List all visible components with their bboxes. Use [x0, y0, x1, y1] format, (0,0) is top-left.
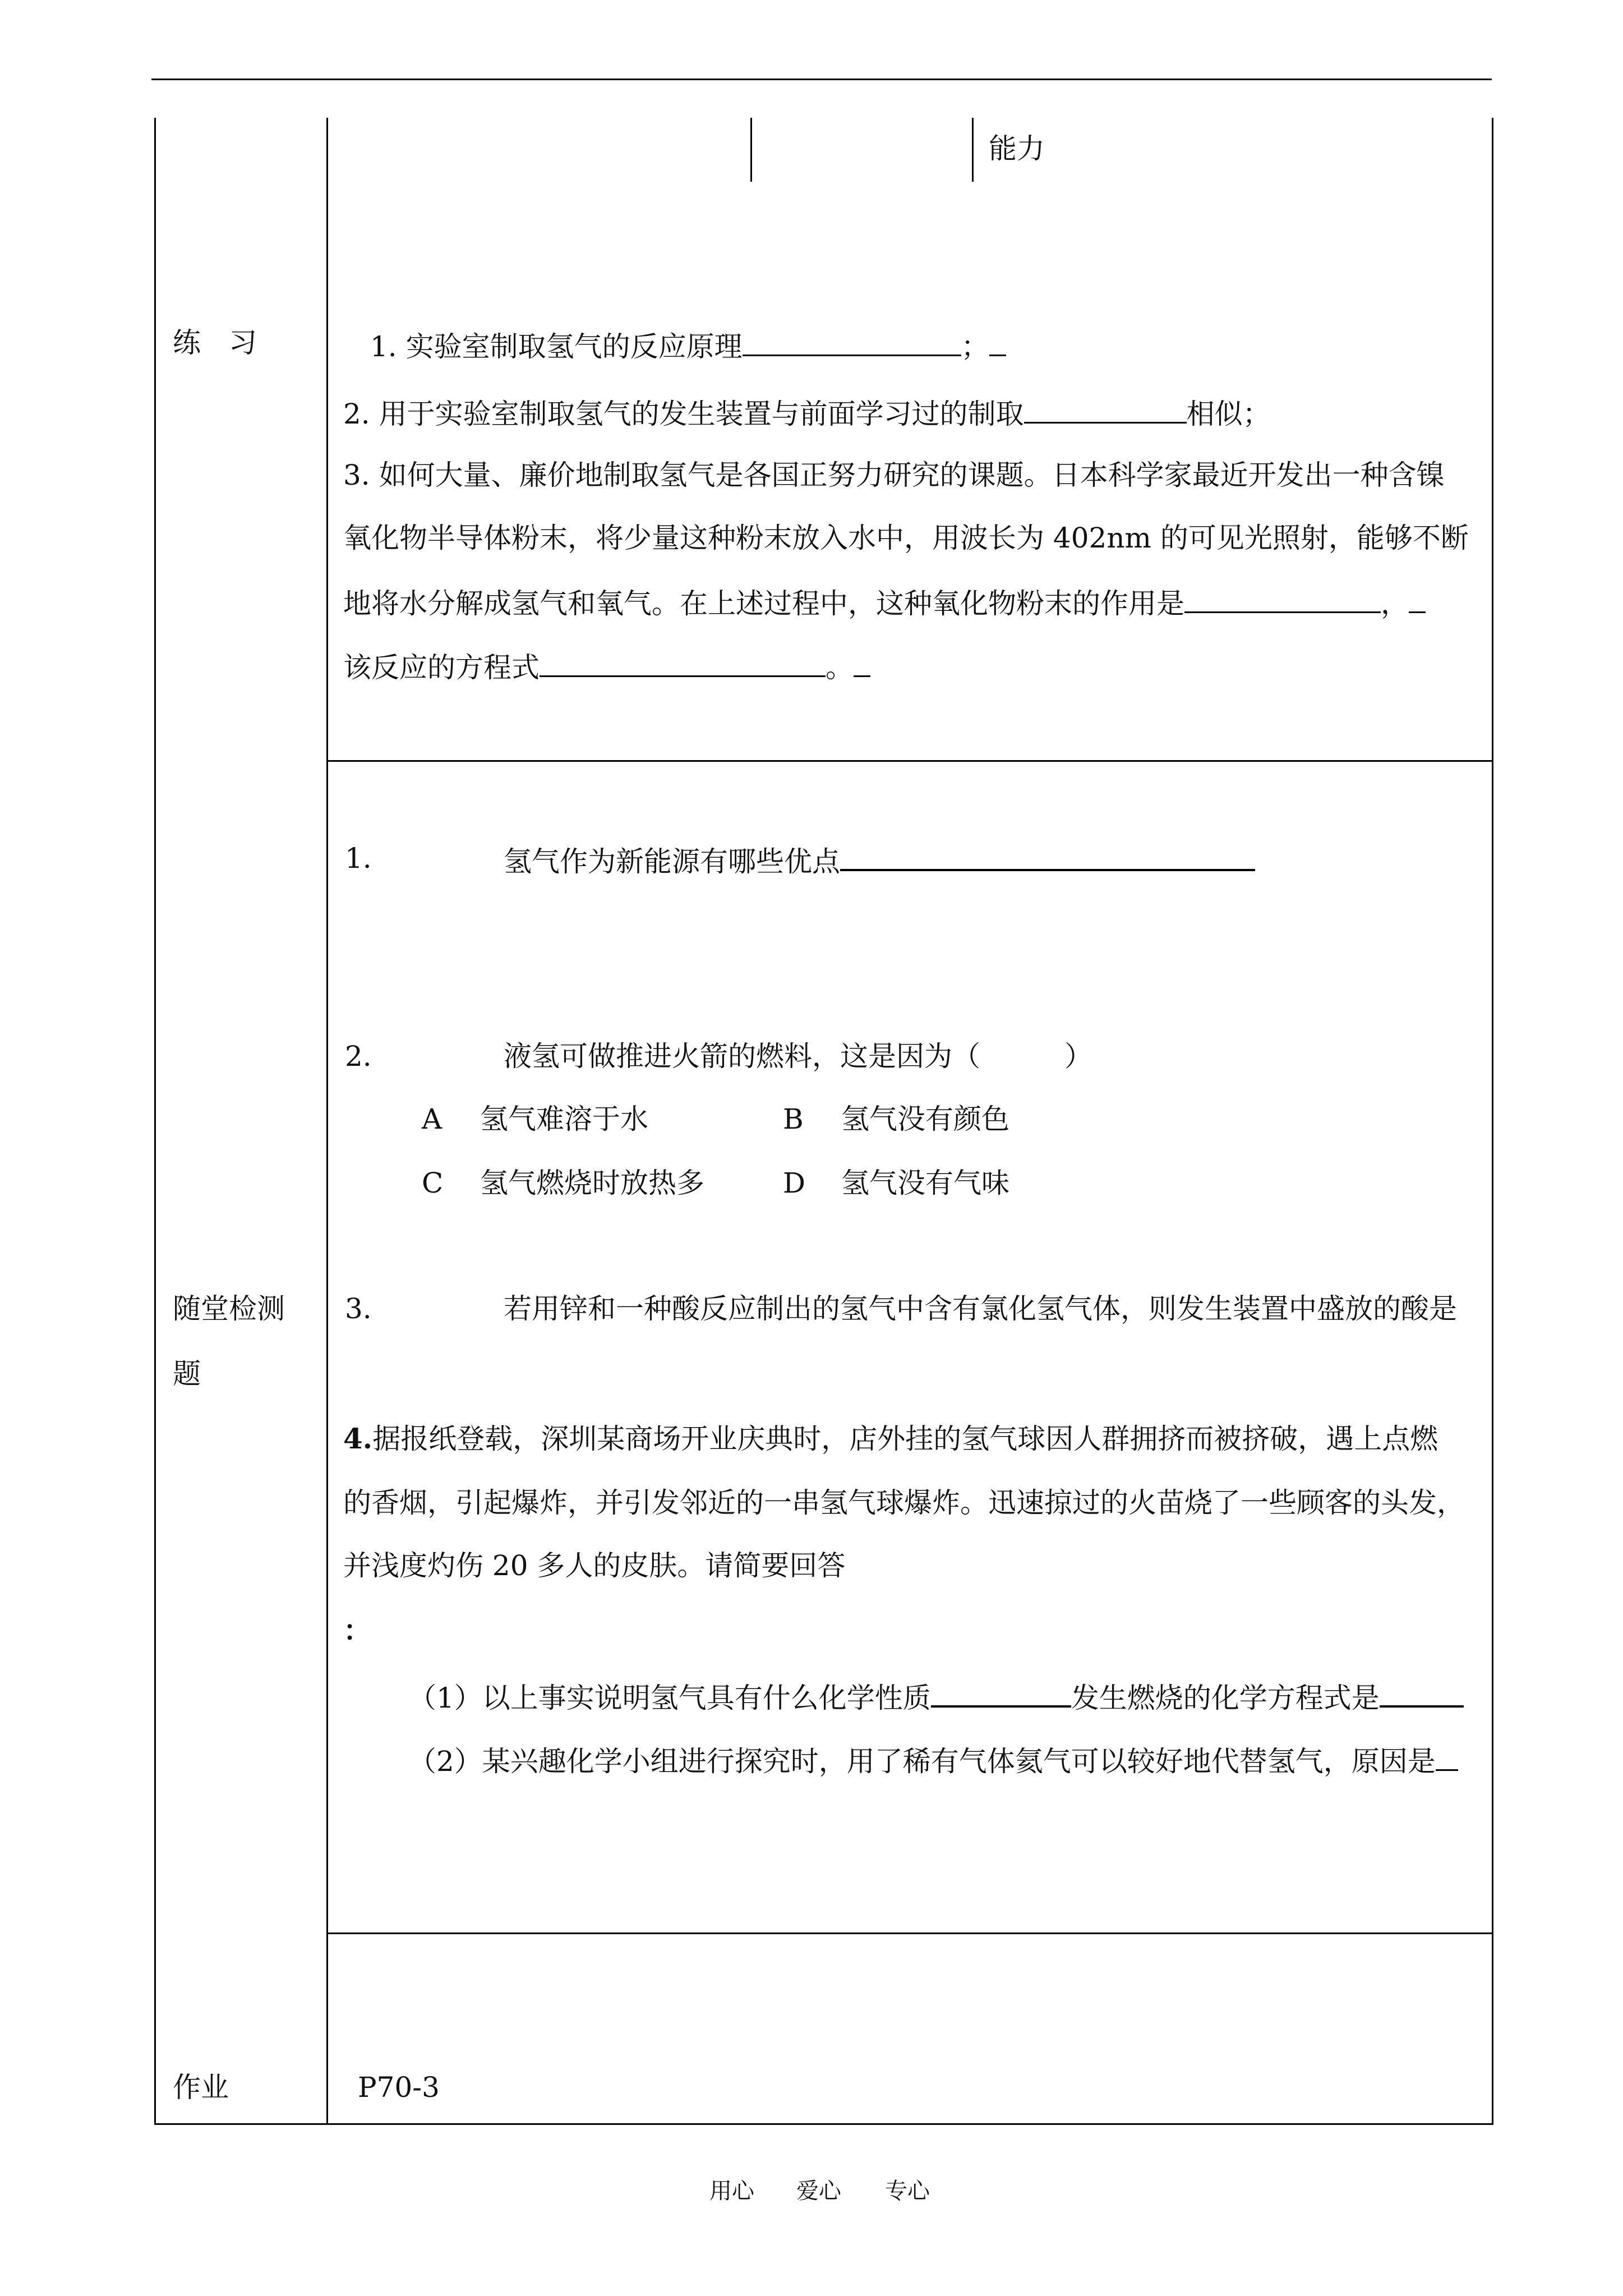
row-divider-quiz	[326, 760, 1493, 762]
table-left-border	[154, 118, 156, 2125]
answer-blank-q4-1[interactable]	[931, 1681, 1071, 1708]
quiz-q2-option-b-text: 氢气没有颜色	[841, 1103, 1009, 1135]
quiz-q2-option-c-text: 氢气燃烧时放热多	[480, 1167, 704, 1199]
practice-item-3-line4-text: 该反应的方程式	[343, 651, 540, 684]
quiz-q4-num: 4.	[343, 1422, 373, 1455]
quiz-q4-sub1-a: （1）以上事实说明氢气具有什么化学性质	[408, 1682, 931, 1714]
quiz-q4-line2: 的香烟，引起爆炸，并引发邻近的一串氢气球爆炸。迅速掠过的火苗烧了一些顾客的头发，	[343, 1487, 1465, 1519]
quiz-q1-num: 1.	[345, 842, 372, 875]
quiz-q1	[504, 844, 1255, 876]
practice-item-2-suffix: 相似；	[1186, 398, 1271, 430]
practice-item-3-line4	[343, 651, 870, 682]
answer-blank-2[interactable]	[1024, 397, 1187, 424]
row-label-homework: 作业	[173, 2071, 229, 2104]
quiz-q2-option-d-letter: D	[783, 1167, 806, 1199]
answer-blank-q1[interactable]	[840, 844, 1255, 871]
quiz-q2-option-a-text: 氢气难溶于水	[480, 1103, 648, 1135]
homework-value: P70-3	[358, 2071, 440, 2104]
answer-blank-1b	[989, 330, 1006, 356]
table-column-divider	[326, 118, 328, 2125]
quiz-q3-num: 3.	[345, 1292, 372, 1325]
fragment-label: 能力	[989, 132, 1045, 165]
practice-item-3-line3-suffix: ，	[1381, 587, 1409, 620]
quiz-q1-text: 氢气作为新能源有哪些优点	[504, 845, 840, 878]
practice-item-3-line1	[343, 461, 1445, 489]
row-divider-homework	[326, 1932, 1493, 1934]
answer-blank-1[interactable]	[743, 330, 961, 356]
quiz-q4-line1-text: 据报纸登载，深圳某商场开业庆典时，店外挂的氢气球因人群拥挤而被挤破，遇上点燃	[372, 1423, 1438, 1455]
fragment-cell-divider-2	[972, 118, 974, 182]
practice-item-1	[370, 330, 1006, 361]
table-bottom-border	[154, 2123, 1493, 2125]
practice-item-3-line1-text: 如何大量、廉价地制取氢气是各国正努力研究的课题。日本科学家最近开发出一种含镍	[379, 459, 1445, 491]
quiz-q4-sub1	[408, 1681, 1464, 1712]
footer-text-2: 爱心	[796, 2178, 841, 2204]
answer-blank-3b[interactable]	[540, 651, 826, 677]
practice-item-1-suffix: ；	[961, 330, 989, 363]
quiz-q4-sub2-text: （2）某兴趣化学小组进行探究时，用了稀有气体氦气可以较好地代替氢气，原因是	[408, 1745, 1436, 1778]
footer-text-1: 用心	[709, 2178, 754, 2204]
row-label-quiz-line2: 题	[173, 1358, 201, 1390]
practice-item-2-num: 2.	[343, 398, 370, 430]
practice-item-3-line3-text: 地将水分解成氢气和氧气。在上述过程中，这种氧化物粉末的作用是	[343, 587, 1184, 620]
quiz-q4-line4: ：	[343, 1614, 371, 1647]
quiz-q2-option-c-letter: C	[422, 1167, 444, 1199]
row-label-quiz-line1: 随堂检测	[173, 1292, 285, 1325]
practice-item-1-num: 1.	[370, 330, 397, 363]
fragment-cell-divider-1	[750, 118, 752, 182]
practice-item-3-num: 3.	[343, 459, 370, 491]
table-right-border	[1492, 118, 1493, 2125]
quiz-q2-num: 2.	[345, 1040, 372, 1073]
quiz-q2-option-d-text: 氢气没有气味	[841, 1167, 1009, 1199]
row-label-practice: 练 习	[173, 326, 257, 359]
quiz-q3-text: 若用锌和一种酸反应制出的氢气中含有氯化氢气体，则发生装置中盛放的酸是	[504, 1292, 1457, 1325]
answer-blank-3a-tail	[1409, 587, 1426, 613]
quiz-q2-option-b-letter: B	[783, 1103, 804, 1135]
quiz-q4-line1	[343, 1422, 1438, 1455]
answer-blank-q4-2[interactable]	[1380, 1681, 1464, 1708]
answer-blank-q4-3[interactable]	[1436, 1745, 1458, 1771]
footer-text-3: 专心	[885, 2178, 930, 2204]
practice-item-3-line2: 氧化物半导体粉末，将少量这种粉末放入水中，用波长为 402nm 的可见光照射，能够不断	[343, 522, 1469, 554]
practice-item-1-text: 实验室制取氢气的反应原理	[405, 330, 743, 363]
quiz-q4-sub2	[408, 1745, 1458, 1778]
answer-blank-3a[interactable]	[1184, 587, 1381, 613]
practice-item-2-text: 用于实验室制取氢气的发生装置与前面学习过的制取	[379, 398, 1024, 430]
practice-item-2	[343, 397, 1271, 428]
quiz-q2-option-a-letter: A	[422, 1103, 442, 1135]
practice-item-3-line4-suffix: 。	[826, 651, 854, 684]
answer-blank-3b-tail	[854, 651, 870, 677]
header-rule	[151, 79, 1492, 80]
quiz-q4-line3: 并浅度灼伤 20 多人的皮肤。请简要回答	[343, 1549, 846, 1582]
quiz-q4-sub1-b: 发生燃烧的化学方程式是	[1071, 1682, 1380, 1714]
practice-item-3-line3	[343, 587, 1426, 618]
quiz-q2-text: 液氢可做推进火箭的燃料，这是因为（ ）	[504, 1040, 1092, 1073]
